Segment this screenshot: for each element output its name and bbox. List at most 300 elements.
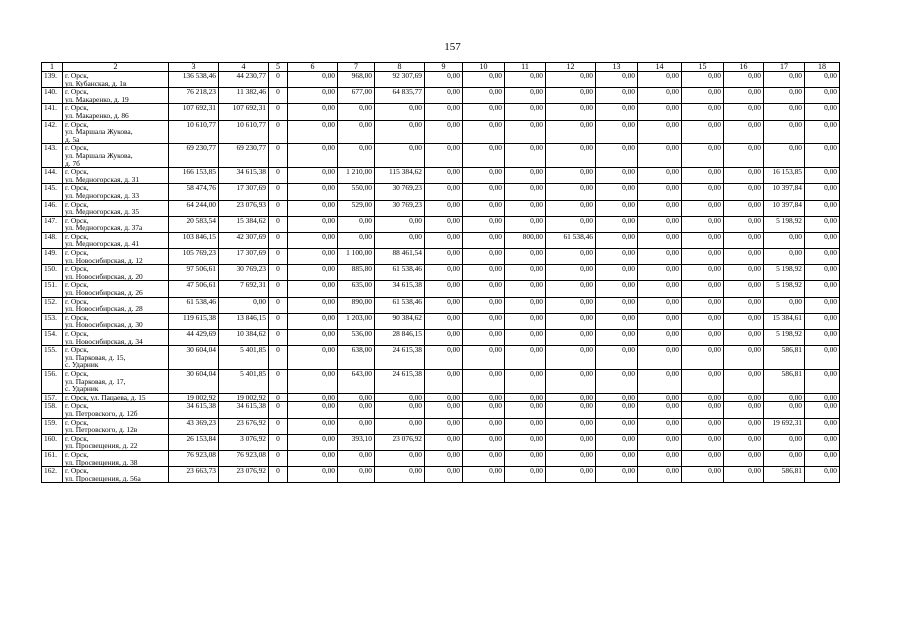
- value-cell: 0,00: [546, 72, 596, 88]
- value-cell: 0,00: [463, 249, 505, 265]
- value-cell: 105 769,23: [169, 249, 219, 265]
- value-cell: 0: [269, 434, 288, 450]
- value-cell: 15 384,61: [764, 313, 805, 329]
- value-cell: 0,00: [682, 200, 724, 216]
- value-cell: 0,00: [288, 369, 338, 393]
- address-line: г. Орск,: [65, 264, 89, 274]
- value-cell: 0,00: [724, 393, 764, 402]
- value-cell: 1 100,00: [338, 249, 375, 265]
- value-cell: 0,00: [638, 434, 682, 450]
- value-cell: 0,00: [425, 200, 463, 216]
- table-row: [42, 450, 840, 466]
- value-cell: 64 244,00: [169, 200, 219, 216]
- value-cell: 0,00: [375, 402, 425, 418]
- table-row: [42, 434, 840, 450]
- value-cell: 0,00: [724, 216, 764, 232]
- row-index: 142.: [42, 120, 63, 144]
- value-cell: 0,00: [505, 297, 546, 313]
- page-number: 157: [444, 41, 461, 53]
- value-cell: 0,00: [463, 184, 505, 200]
- value-cell: 61 538,46: [375, 265, 425, 281]
- value-cell: 0,00: [805, 369, 840, 393]
- value-cell: 0,00: [596, 265, 638, 281]
- table-row: [42, 88, 840, 104]
- address-line: с. Ударник: [65, 360, 99, 370]
- value-cell: 30 604,04: [169, 346, 219, 370]
- value-cell: 0,00: [682, 120, 724, 144]
- value-cell: 16 153,85: [764, 168, 805, 184]
- value-cell: 0,00: [724, 232, 764, 248]
- value-cell: 0,00: [425, 144, 463, 168]
- value-cell: 0,00: [288, 168, 338, 184]
- table-row: [42, 168, 840, 184]
- value-cell: 0,00: [288, 418, 338, 434]
- value-cell: 0,00: [463, 402, 505, 418]
- address-cell: [63, 313, 169, 329]
- value-cell: 0: [269, 281, 288, 297]
- value-cell: 0,00: [805, 200, 840, 216]
- value-cell: 0: [269, 104, 288, 120]
- value-cell: 0,00: [638, 330, 682, 346]
- value-cell: 0,00: [724, 402, 764, 418]
- value-cell: 0,00: [596, 330, 638, 346]
- column-header: 15: [682, 63, 724, 72]
- value-cell: 34 615,38: [219, 168, 269, 184]
- value-cell: 69 230,77: [169, 144, 219, 168]
- value-cell: 0,00: [638, 184, 682, 200]
- row-index: 160.: [42, 434, 63, 450]
- value-cell: 0,00: [638, 402, 682, 418]
- value-cell: 0,00: [805, 467, 840, 483]
- table-row: [42, 297, 840, 313]
- value-cell: 5 198,92: [764, 216, 805, 232]
- value-cell: 0,00: [724, 346, 764, 370]
- value-cell: 24 615,38: [375, 346, 425, 370]
- value-cell: 0,00: [463, 88, 505, 104]
- value-cell: 0,00: [288, 281, 338, 297]
- value-cell: 0,00: [682, 402, 724, 418]
- row-index: 148.: [42, 232, 63, 248]
- value-cell: 0,00: [505, 281, 546, 297]
- value-cell: 0,00: [764, 72, 805, 88]
- address-line: д. 7б: [65, 158, 80, 168]
- value-cell: 0,00: [682, 313, 724, 329]
- row-index: 147.: [42, 216, 63, 232]
- address-cell: [63, 120, 169, 144]
- value-cell: 0,00: [764, 249, 805, 265]
- value-cell: 23 076,92: [375, 434, 425, 450]
- value-cell: 677,00: [338, 88, 375, 104]
- value-cell: 0,00: [288, 297, 338, 313]
- value-cell: 0,00: [425, 346, 463, 370]
- value-cell: 30 604,04: [169, 369, 219, 393]
- value-cell: 586,81: [764, 346, 805, 370]
- value-cell: 0,00: [596, 467, 638, 483]
- address-line: ул. Медногорская, д. 41: [65, 239, 140, 249]
- value-cell: 0,00: [505, 72, 546, 88]
- value-cell: 0,00: [682, 434, 724, 450]
- address-line: ул. Маршала Жукова,: [65, 150, 133, 160]
- value-cell: 0,00: [546, 281, 596, 297]
- value-cell: 0,00: [425, 168, 463, 184]
- value-cell: 0,00: [638, 369, 682, 393]
- address-cell: [63, 281, 169, 297]
- value-cell: 0,00: [682, 249, 724, 265]
- value-cell: 24 615,38: [375, 369, 425, 393]
- value-cell: 0,00: [724, 200, 764, 216]
- address-line: ул. Макаренко, д. 19: [65, 94, 129, 104]
- column-header: 7: [338, 63, 375, 72]
- value-cell: 76 923,08: [219, 450, 269, 466]
- value-cell: 0,00: [463, 104, 505, 120]
- value-cell: 0,00: [682, 393, 724, 402]
- value-cell: 0,00: [805, 88, 840, 104]
- address-line: г. Орск,: [65, 401, 89, 411]
- value-cell: 34 615,38: [375, 281, 425, 297]
- value-cell: 0,00: [805, 393, 840, 402]
- value-cell: 0,00: [805, 144, 840, 168]
- address-line: ул. Новосибирская, д. 20: [65, 271, 143, 281]
- value-cell: 0,00: [546, 120, 596, 144]
- row-index: 153.: [42, 313, 63, 329]
- column-header: 14: [638, 63, 682, 72]
- value-cell: 0,00: [288, 144, 338, 168]
- column-header: 12: [546, 63, 596, 72]
- value-cell: 0,00: [546, 168, 596, 184]
- value-cell: 11 382,46: [219, 88, 269, 104]
- value-cell: 0,00: [338, 467, 375, 483]
- value-cell: 0,00: [596, 184, 638, 200]
- value-cell: 0,00: [682, 216, 724, 232]
- address-cell: [63, 200, 169, 216]
- address-line: г. Орск, ул. Пацаева, д. 15: [65, 393, 146, 402]
- value-cell: 0,00: [288, 104, 338, 120]
- address-line: ул. Новосибирская, д. 34: [65, 336, 143, 346]
- table-row: [42, 393, 840, 402]
- value-cell: 0,00: [724, 330, 764, 346]
- value-cell: 19 002,92: [169, 393, 219, 402]
- value-cell: 0,00: [596, 200, 638, 216]
- table-row: [42, 402, 840, 418]
- value-cell: 10 384,62: [219, 330, 269, 346]
- value-cell: 0,00: [463, 369, 505, 393]
- value-cell: 30 769,23: [375, 200, 425, 216]
- value-cell: 0,00: [596, 72, 638, 88]
- value-cell: 536,00: [338, 330, 375, 346]
- value-cell: 0,00: [596, 369, 638, 393]
- value-cell: 0,00: [724, 281, 764, 297]
- value-cell: 393,10: [338, 434, 375, 450]
- value-cell: 30 769,23: [375, 184, 425, 200]
- address-line: ул. Просвещения, д. 22: [65, 441, 138, 451]
- value-cell: 10 397,84: [764, 200, 805, 216]
- value-cell: 0,00: [375, 216, 425, 232]
- value-cell: 0,00: [724, 168, 764, 184]
- value-cell: 0,00: [463, 393, 505, 402]
- value-cell: 90 384,62: [375, 313, 425, 329]
- value-cell: 0,00: [546, 200, 596, 216]
- value-cell: 19 692,31: [764, 418, 805, 434]
- value-cell: 0,00: [463, 232, 505, 248]
- value-cell: 0,00: [425, 393, 463, 402]
- value-cell: 0,00: [463, 330, 505, 346]
- value-cell: 0,00: [425, 418, 463, 434]
- value-cell: 0,00: [425, 72, 463, 88]
- address-cell: [63, 88, 169, 104]
- value-cell: 0,00: [638, 265, 682, 281]
- value-cell: 0,00: [425, 232, 463, 248]
- value-cell: 0,00: [596, 88, 638, 104]
- value-cell: 0,00: [546, 434, 596, 450]
- value-cell: 0: [269, 232, 288, 248]
- table-row: [42, 330, 840, 346]
- value-cell: 0,00: [724, 72, 764, 88]
- table-row: [42, 265, 840, 281]
- address-line: г. Орск,: [65, 345, 89, 355]
- value-cell: 0,00: [463, 72, 505, 88]
- value-cell: 0,00: [505, 249, 546, 265]
- address-line: ул. Маршала Жукова,: [65, 127, 133, 137]
- column-header: 8: [375, 63, 425, 72]
- value-cell: 0,00: [546, 330, 596, 346]
- address-line: г. Орск,: [65, 200, 89, 209]
- value-cell: 88 461,54: [375, 249, 425, 265]
- table-row: [42, 369, 840, 393]
- value-cell: 5 198,92: [764, 281, 805, 297]
- value-cell: 0: [269, 120, 288, 144]
- table-row: [42, 120, 840, 144]
- row-index: 162.: [42, 467, 63, 483]
- value-cell: 0: [269, 249, 288, 265]
- value-cell: 0,00: [425, 216, 463, 232]
- value-cell: 0,00: [596, 249, 638, 265]
- value-cell: 0,00: [638, 418, 682, 434]
- value-cell: 10 610,77: [169, 120, 219, 144]
- value-cell: 0,00: [288, 402, 338, 418]
- value-cell: 0,00: [805, 184, 840, 200]
- value-cell: 0,00: [724, 418, 764, 434]
- address-cell: [63, 467, 169, 483]
- address-line: ул. Петровского, д. 12в: [65, 425, 138, 435]
- value-cell: 92 307,69: [375, 72, 425, 88]
- value-cell: 0,00: [546, 393, 596, 402]
- value-cell: 0,00: [638, 216, 682, 232]
- address-cell: [63, 450, 169, 466]
- value-cell: 0: [269, 216, 288, 232]
- value-cell: 0,00: [546, 265, 596, 281]
- row-index: 151.: [42, 281, 63, 297]
- value-cell: 0,00: [338, 144, 375, 168]
- value-cell: 0,00: [682, 232, 724, 248]
- value-cell: 0,00: [463, 297, 505, 313]
- address-line: г. Орск,: [65, 280, 89, 290]
- value-cell: 0,00: [724, 450, 764, 466]
- value-cell: 0,00: [288, 72, 338, 88]
- value-cell: 1 203,00: [338, 313, 375, 329]
- address-line: ул. Просвещения, д. 38: [65, 457, 138, 467]
- column-header: 2: [63, 63, 169, 72]
- header-row: [42, 63, 840, 72]
- value-cell: 0,00: [375, 450, 425, 466]
- value-cell: 0,00: [505, 467, 546, 483]
- value-cell: 0,00: [505, 402, 546, 418]
- value-cell: 61 538,46: [375, 297, 425, 313]
- value-cell: 34 615,38: [169, 402, 219, 418]
- column-header: 10: [463, 63, 505, 72]
- value-cell: 0,00: [638, 249, 682, 265]
- address-line: г. Орск,: [65, 216, 89, 225]
- value-cell: 0,00: [505, 184, 546, 200]
- table-row: [42, 249, 840, 265]
- value-cell: 0,00: [505, 434, 546, 450]
- value-cell: 10 397,84: [764, 184, 805, 200]
- value-cell: 0,00: [505, 450, 546, 466]
- address-line: ул. Новосибирская, д. 28: [65, 304, 143, 314]
- value-cell: 34 615,38: [219, 402, 269, 418]
- row-index: 152.: [42, 297, 63, 313]
- address-line: г. Орск,: [65, 120, 89, 129]
- value-cell: 7 692,31: [219, 281, 269, 297]
- address-line: ул. Парковая, д. 17,: [65, 376, 126, 386]
- value-cell: 0: [269, 168, 288, 184]
- value-cell: 5 198,92: [764, 330, 805, 346]
- value-cell: 0,00: [338, 402, 375, 418]
- value-cell: 0,00: [375, 144, 425, 168]
- value-cell: 0,00: [805, 265, 840, 281]
- value-cell: 0,00: [596, 393, 638, 402]
- address-line: ул. Петровского, д. 12б: [65, 408, 138, 418]
- value-cell: 0,00: [546, 418, 596, 434]
- row-index: 159.: [42, 418, 63, 434]
- value-cell: 1 210,00: [338, 168, 375, 184]
- value-cell: 0: [269, 393, 288, 402]
- value-cell: 0,00: [425, 467, 463, 483]
- address-cell: [63, 434, 169, 450]
- value-cell: 20 583,54: [169, 216, 219, 232]
- column-header: 18: [805, 63, 840, 72]
- value-cell: 0,00: [288, 200, 338, 216]
- value-cell: 5 198,92: [764, 265, 805, 281]
- value-cell: 0,00: [764, 120, 805, 144]
- address-cell: [63, 104, 169, 120]
- value-cell: 0,00: [638, 232, 682, 248]
- value-cell: 0,00: [805, 232, 840, 248]
- value-cell: 0,00: [596, 297, 638, 313]
- value-cell: 0,00: [638, 104, 682, 120]
- value-cell: 0,00: [505, 200, 546, 216]
- value-cell: 0,00: [288, 450, 338, 466]
- address-cell: [63, 330, 169, 346]
- value-cell: 0,00: [805, 346, 840, 370]
- value-cell: 0,00: [638, 72, 682, 88]
- value-cell: 0,00: [724, 249, 764, 265]
- value-cell: 0,00: [596, 144, 638, 168]
- value-cell: 800,00: [505, 232, 546, 248]
- value-cell: 97 506,61: [169, 265, 219, 281]
- value-cell: 0,00: [724, 265, 764, 281]
- address-line: г. Орск,: [65, 450, 89, 459]
- value-cell: 0,00: [682, 369, 724, 393]
- value-cell: 0,00: [805, 281, 840, 297]
- value-cell: 0,00: [288, 120, 338, 144]
- table-row: [42, 346, 840, 370]
- value-cell: 0,00: [375, 393, 425, 402]
- address-line: г. Орск,: [65, 369, 89, 378]
- address-cell: [63, 72, 169, 88]
- value-cell: 0,00: [425, 313, 463, 329]
- value-cell: 0,00: [805, 249, 840, 265]
- address-line: ул. Медногорская, д. 33: [65, 190, 140, 200]
- value-cell: 0,00: [338, 232, 375, 248]
- value-cell: 0,00: [463, 418, 505, 434]
- value-cell: 64 835,77: [375, 88, 425, 104]
- value-cell: 0,00: [338, 104, 375, 120]
- value-cell: 107 692,31: [219, 104, 269, 120]
- value-cell: 0,00: [546, 88, 596, 104]
- value-cell: 166 153,85: [169, 168, 219, 184]
- value-cell: 0,00: [682, 418, 724, 434]
- value-cell: 0,00: [546, 249, 596, 265]
- value-cell: 0,00: [724, 144, 764, 168]
- table-row: [42, 418, 840, 434]
- value-cell: 30 769,23: [219, 265, 269, 281]
- value-cell: 0,00: [682, 104, 724, 120]
- value-cell: 0,00: [425, 88, 463, 104]
- value-cell: 0,00: [463, 434, 505, 450]
- table-row: [42, 467, 840, 483]
- value-cell: 43 369,23: [169, 418, 219, 434]
- value-cell: 0,00: [596, 168, 638, 184]
- column-header: 16: [724, 63, 764, 72]
- value-cell: 0,00: [596, 402, 638, 418]
- address-line: ул. Медногорская, д. 31: [65, 174, 140, 184]
- address-cell: [63, 393, 169, 402]
- value-cell: 0,00: [682, 168, 724, 184]
- value-cell: 0,00: [724, 369, 764, 393]
- value-cell: 0,00: [805, 330, 840, 346]
- value-cell: 643,00: [338, 369, 375, 393]
- address-cell: [63, 369, 169, 393]
- row-index: 146.: [42, 200, 63, 216]
- row-index: 158.: [42, 402, 63, 418]
- value-cell: 3 076,92: [219, 434, 269, 450]
- value-cell: 0,00: [425, 330, 463, 346]
- value-cell: 107 692,31: [169, 104, 219, 120]
- value-cell: 69 230,77: [219, 144, 269, 168]
- address-line: ул. Новосибирская, д. 12: [65, 255, 143, 265]
- value-cell: 0,00: [724, 184, 764, 200]
- value-cell: 0,00: [805, 450, 840, 466]
- address-line: ул. Просвещения, д. 56а: [65, 473, 141, 483]
- value-cell: 0: [269, 297, 288, 313]
- value-cell: 0,00: [425, 450, 463, 466]
- value-cell: 0,00: [682, 144, 724, 168]
- value-cell: 0,00: [805, 72, 840, 88]
- address-line: г. Орск,: [65, 87, 89, 97]
- address-cell: [63, 216, 169, 232]
- value-cell: 0,00: [375, 467, 425, 483]
- value-cell: 968,00: [338, 72, 375, 88]
- value-cell: 0,00: [764, 297, 805, 313]
- value-cell: 0,00: [596, 216, 638, 232]
- table-row: [42, 216, 840, 232]
- row-index: 150.: [42, 265, 63, 281]
- value-cell: 0,00: [375, 232, 425, 248]
- address-line: ул. Кубанская, д. 1в: [65, 78, 127, 88]
- address-line: г. Орск,: [65, 466, 89, 476]
- value-cell: 0,00: [682, 281, 724, 297]
- value-cell: 103 846,15: [169, 232, 219, 248]
